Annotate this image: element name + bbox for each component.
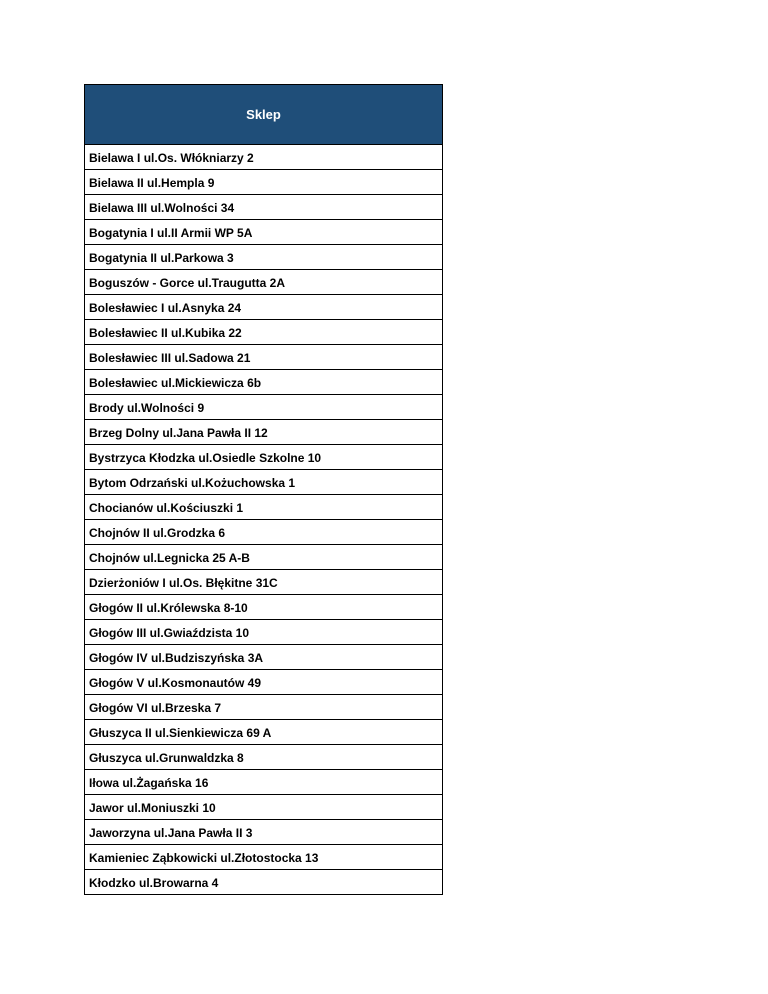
store-cell: Głuszyca ul.Grunwaldzka 8	[89, 751, 244, 765]
table-row	[84, 420, 443, 445]
store-cell: Bogatynia I ul.II Armii WP 5A	[89, 226, 253, 240]
table-row	[84, 195, 443, 220]
table-row	[84, 745, 443, 770]
store-cell: Chojnów ul.Legnicka 25 A-B	[89, 551, 250, 565]
store-cell: Bogatynia II ul.Parkowa 3	[89, 251, 234, 265]
store-cell: Bolesławiec ul.Mickiewicza 6b	[89, 376, 262, 390]
table-row	[84, 320, 443, 345]
table-row	[84, 645, 443, 670]
table-row	[84, 295, 443, 320]
store-cell: Bystrzyca Kłodzka ul.Osiedle Szkolne 10	[89, 451, 322, 465]
table-row	[84, 670, 443, 695]
store-cell: Głogów IV ul.Budziszyńska 3A	[89, 651, 264, 665]
table-row	[84, 820, 443, 845]
store-cell: Głogów III ul.Gwiaździsta 10	[89, 626, 250, 640]
store-cell: Iłowa ul.Żagańska 16	[89, 776, 209, 790]
table-row	[84, 445, 443, 470]
store-cell: Chojnów II ul.Grodzka 6	[89, 526, 226, 540]
store-cell: Bolesławiec I ul.Asnyka 24	[89, 301, 242, 315]
table-row	[84, 595, 443, 620]
store-cell: Bolesławiec II ul.Kubika 22	[89, 326, 242, 340]
store-cell: Głogów V ul.Kosmonautów 49	[89, 676, 262, 690]
store-cell: Głuszyca II ul.Sienkiewicza 69 A	[89, 726, 272, 740]
table-row	[84, 395, 443, 420]
table-row	[84, 345, 443, 370]
table-row	[84, 870, 443, 895]
table-row	[84, 520, 443, 545]
store-cell: Jawor ul.Moniuszki 10	[89, 801, 216, 815]
table-row	[84, 795, 443, 820]
store-cell: Bielawa III ul.Wolności 34	[89, 201, 235, 215]
store-cell: Kamieniec Ząbkowicki ul.Złotostocka 13	[89, 851, 319, 865]
column-header-label: Sklep	[246, 107, 281, 122]
store-cell: Brzeg Dolny ul.Jana Pawła II 12	[89, 426, 268, 440]
store-cell: Brody ul.Wolności 9	[89, 401, 205, 415]
store-cell: Jaworzyna ul.Jana Pawła II 3	[89, 826, 253, 840]
table-row	[84, 270, 443, 295]
store-cell: Kłodzko ul.Browarna 4	[89, 876, 219, 890]
table-row	[84, 770, 443, 795]
table-row	[84, 845, 443, 870]
table-row	[84, 145, 443, 170]
table-row	[84, 570, 443, 595]
table-row	[84, 720, 443, 745]
table-row	[84, 170, 443, 195]
table-row	[84, 245, 443, 270]
store-cell: Bielawa II ul.Hempla 9	[89, 176, 215, 190]
table-row	[84, 470, 443, 495]
store-list	[84, 145, 443, 895]
table-row	[84, 370, 443, 395]
table-row	[84, 545, 443, 570]
store-cell: Bielawa I ul.Os. Włókniarzy 2	[89, 151, 254, 165]
store-table	[84, 84, 443, 895]
store-cell: Chocianów ul.Kościuszki 1	[89, 501, 244, 515]
column-header-sklep	[84, 84, 443, 145]
table-row	[84, 620, 443, 645]
table-row	[84, 695, 443, 720]
store-cell: Bytom Odrzański ul.Kożuchowska 1	[89, 476, 296, 490]
table-row	[84, 220, 443, 245]
store-cell: Bolesławiec III ul.Sadowa 21	[89, 351, 251, 365]
store-cell: Boguszów - Gorce ul.Traugutta 2A	[89, 276, 286, 290]
store-cell: Głogów II ul.Królewska 8-10	[89, 601, 248, 615]
store-cell: Dzierżoniów I ul.Os. Błękitne 31C	[89, 576, 278, 590]
store-cell: Głogów VI ul.Brzeska 7	[89, 701, 222, 715]
table-row	[84, 495, 443, 520]
